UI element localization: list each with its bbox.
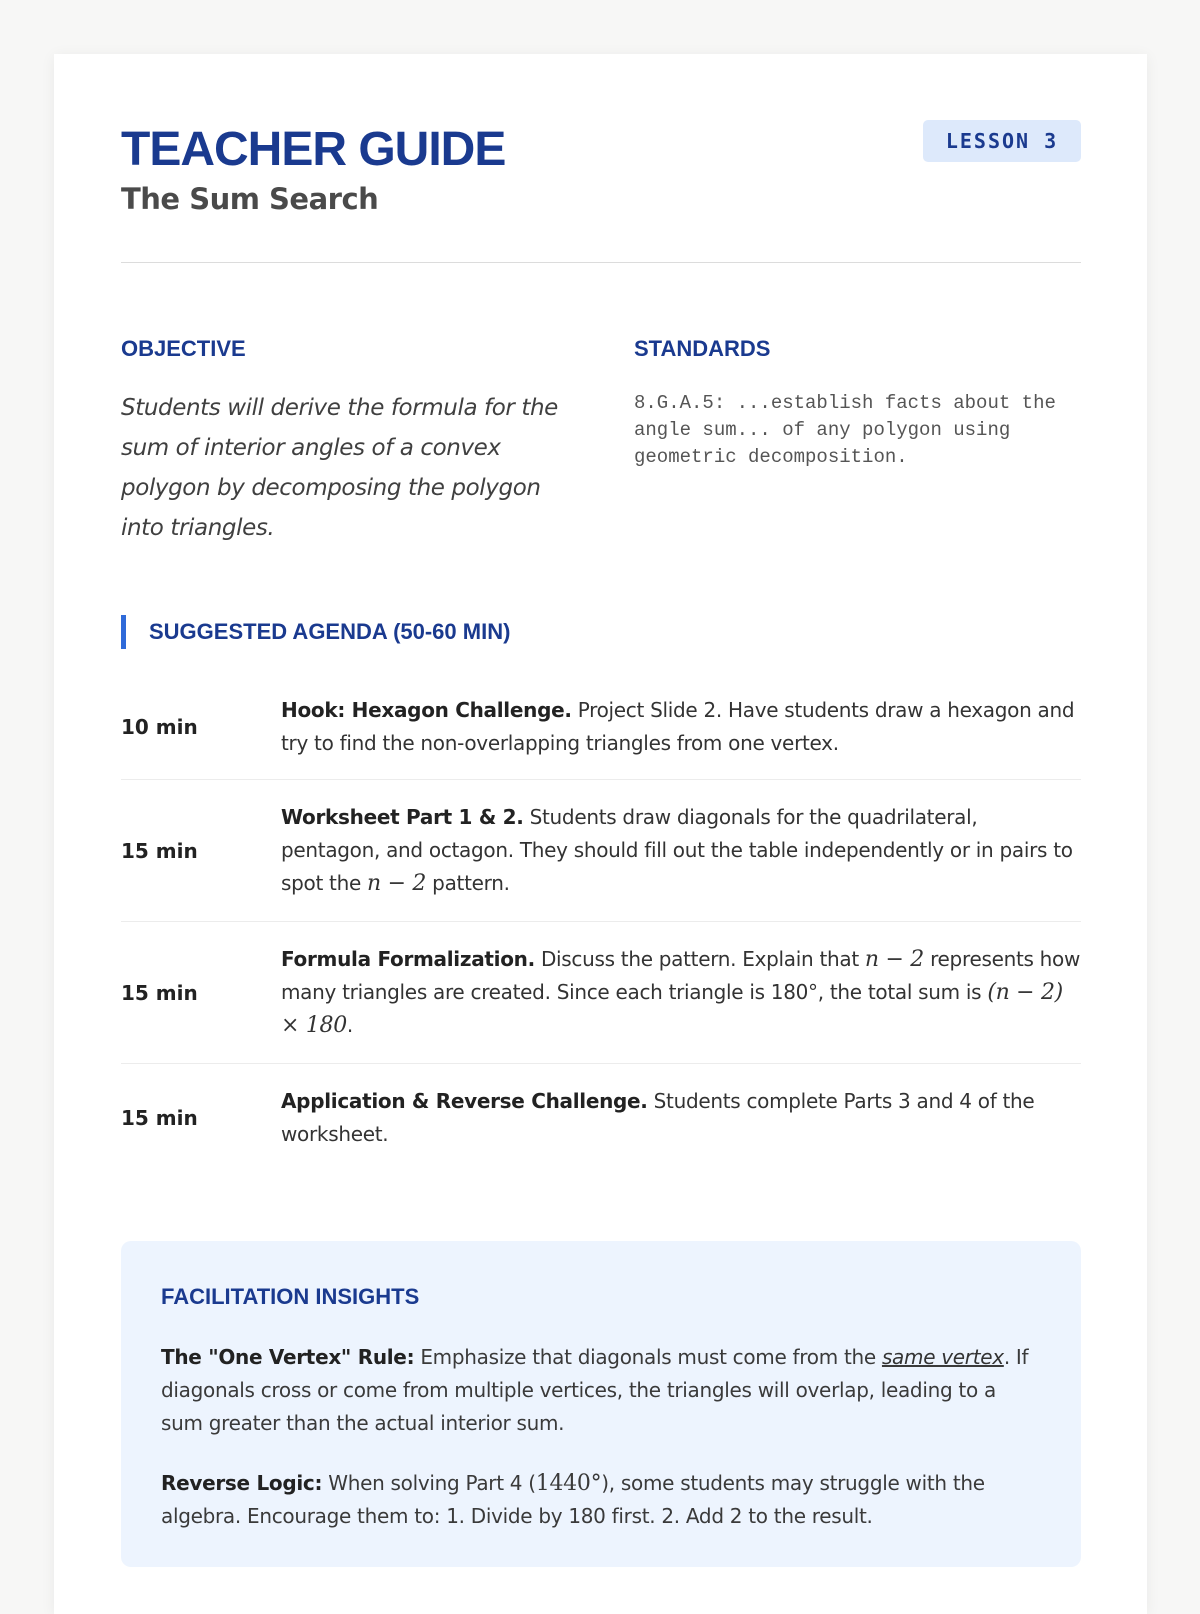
agenda-heading: SUGGESTED AGENDA (50-60 MIN) — [149, 619, 511, 644]
agenda-item-text-after: . — [346, 1013, 353, 1037]
guide-sheet — [54, 54, 1147, 1614]
agenda-heading-block — [121, 615, 510, 649]
agenda-item-text: Project Slide 2. Have students draw a hexagon and try to find the non-overlapping triangles from one vertex. — [281, 698, 1075, 755]
standards-section — [634, 338, 1081, 471]
agenda-item-text-mid: represents how many triangles are created. Since each triangle is 180°, the total sum is — [281, 947, 1081, 1004]
agenda-row — [121, 675, 1081, 780]
insights-heading: FACILITATION INSIGHTS — [161, 1284, 420, 1309]
agenda-time: 10 min — [121, 715, 198, 739]
objective-heading: OBJECTIVE — [121, 336, 246, 361]
insights-content — [161, 1286, 1031, 1533]
page-title: TEACHER GUIDE — [121, 123, 506, 176]
insight-text: When solving Part 4 ( — [322, 1471, 536, 1495]
math-expression: n − 2 — [864, 947, 925, 972]
page-subtitle: The Sum Search — [121, 182, 379, 216]
lesson-badge: LESSON 3 — [923, 120, 1081, 162]
agenda-row — [121, 922, 1081, 1064]
agenda-time: 15 min — [121, 1106, 198, 1130]
insight-paragraph — [161, 1341, 1031, 1440]
standards-text: 8.G.A.5: ...establish facts about the angle sum... of any polygon using geometric decomposition. — [634, 392, 1056, 468]
insight-title: The "One Vertex" Rule: — [161, 1345, 415, 1369]
agenda-item-text-after: pattern. — [426, 871, 510, 895]
objective-section — [121, 338, 561, 548]
agenda-row — [121, 780, 1081, 922]
insight-text-after: . If diagonals cross or come from multiple vertices, the triangles will overlap, leading to a sum greater than the actual interior sum. — [161, 1345, 1029, 1435]
agenda-description — [281, 694, 1081, 760]
insight-title: Reverse Logic: — [161, 1471, 323, 1495]
guide-header — [121, 120, 1081, 263]
agenda-table — [121, 675, 1081, 1172]
insight-text: Emphasize that diagonals must come from the — [414, 1345, 882, 1369]
insight-text-after: ), some students may struggle with the algebra. Encourage them to: 1. Divide by 180 first. 2. Add 2 to the result. — [161, 1471, 985, 1528]
standards-heading: STANDARDS — [634, 336, 771, 361]
objective-text: Students will derive the formula for the sum of interior angles of a convex polygon by decomposing the polygon into triangles. — [121, 395, 558, 541]
agenda-time: 15 min — [121, 980, 198, 1005]
math-expression: (n − 2) × 180 — [281, 980, 1063, 1038]
agenda-item-title: Hook: Hexagon Challenge. — [281, 698, 572, 722]
agenda-description — [281, 943, 1081, 1042]
agenda-item-text: Discuss the pattern. Explain that — [534, 947, 865, 971]
agenda-description — [281, 801, 1081, 900]
insight-paragraph — [161, 1467, 1031, 1533]
agenda-item-title: Worksheet Part 1 & 2. — [281, 805, 524, 829]
insights-panel — [121, 1241, 1081, 1567]
agenda-item-title: Application & Reverse Challenge. — [281, 1089, 648, 1113]
math-expression: 1440° — [535, 1471, 602, 1496]
agenda-description — [281, 1085, 1081, 1151]
agenda-item-text: Students draw diagonals for the quadrilateral, pentagon, and octagon. They should fill out the table independently or in pairs to spot the — [281, 805, 1073, 895]
agenda-time: 15 min — [121, 838, 198, 863]
agenda-row — [121, 1064, 1081, 1172]
insight-emphasis: same vertex — [881, 1345, 1004, 1369]
math-expression: n − 2 — [367, 871, 427, 896]
agenda-item-title: Formula Formalization. — [281, 947, 535, 971]
agenda-item-text: Students complete Parts 3 and 4 of the worksheet. — [281, 1089, 1035, 1146]
